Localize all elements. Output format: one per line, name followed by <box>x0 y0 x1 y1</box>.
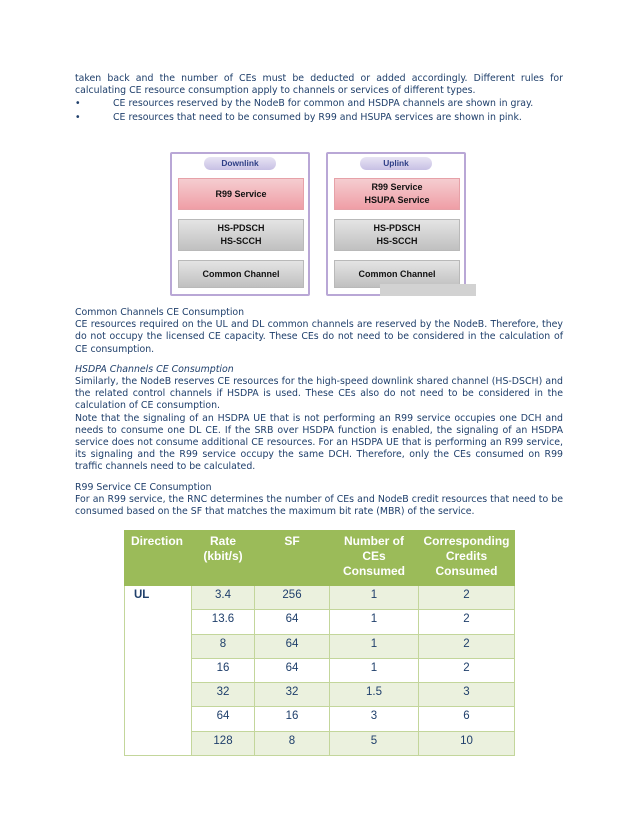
credits-cell: 2 <box>419 610 515 634</box>
downlink-hs-pdsch-box: HS-PDSCH HS-SCCH <box>178 219 304 251</box>
header-sf: SF <box>255 531 330 586</box>
bullet-text: CE resources that need to be consumed by R99 and HSUPA services are shown in pink. <box>113 111 522 123</box>
r99-service-heading: R99 Service CE Consumption <box>75 481 212 493</box>
table-row <box>125 586 515 610</box>
sf-cell: 8 <box>255 731 330 755</box>
rate-cell: 128 <box>192 731 255 755</box>
r99-ce-table-wrapper <box>124 530 515 756</box>
uplink-r99-hsupa-service-box: R99 Service HSUPA Service <box>334 178 460 210</box>
bullet-text: CE resources reserved by the NodeB for common and HSDPA channels are shown in gray. <box>113 98 534 110</box>
r99-ce-table <box>124 530 515 756</box>
sf-cell: 256 <box>255 586 330 610</box>
credits-cell: 10 <box>419 731 515 755</box>
rate-cell: 3.4 <box>192 586 255 610</box>
hsdpa-channels-heading: HSDPA Channels CE Consumption <box>75 363 234 375</box>
ce-resource-figure <box>170 148 470 298</box>
common-channels-body: CE resources required on the UL and DL common channels are reserved by the NodeB. Therefore, they do not occupy the licensed CE capacity. These CEs do not need to be considered in the calculation of CE consumption. <box>75 319 563 355</box>
sf-cell: 64 <box>255 610 330 634</box>
header-corresponding-credits: Corresponding Credits Consumed <box>419 531 515 586</box>
bullet-icon: • <box>75 111 81 123</box>
ces-cell: 1 <box>330 586 419 610</box>
uplink-hs-pdsch-box: HS-PDSCH HS-SCCH <box>334 219 460 251</box>
rate-cell: 13.6 <box>192 610 255 634</box>
downlink-panel <box>170 152 310 296</box>
credits-cell: 3 <box>419 683 515 707</box>
rate-cell: 16 <box>192 658 255 682</box>
rate-cell: 32 <box>192 683 255 707</box>
sf-cell: 64 <box>255 634 330 658</box>
sections-block <box>75 307 563 518</box>
rate-cell: 64 <box>192 707 255 731</box>
hsdpa-channels-body: Similarly, the NodeB reserves CE resources for the high-speed downlink shared channel (HS-DSCH) and the related control channels if HSDPA is used. These CEs also do not need to be considered in the calculation of CE consumption. <box>75 376 563 412</box>
hsdpa-channels-note: Note that the signaling of an HSDPA UE that is not performing an R99 service occupies one DCH and needs to consume one DL CE. If the SRB over HSDPA function is enabled, the signaling of an HSDPA service does not consume additional CE resources. For an HSDPA UE that is performing an R99 service, its signaling and the R99 service occupy the same DCH. Therefore, only the CEs consumed on R99 traffic channels need to be calculated. <box>75 412 563 473</box>
downlink-r99-service-box: R99 Service <box>178 178 304 210</box>
bullet-icon: • <box>75 98 81 110</box>
downlink-label: Downlink <box>204 157 276 170</box>
downlink-common-channel-box: Common Channel <box>178 260 304 288</box>
ces-cell: 1 <box>330 634 419 658</box>
sf-cell: 32 <box>255 683 330 707</box>
credits-cell: 2 <box>419 658 515 682</box>
header-direction: Direction <box>125 531 192 586</box>
direction-cell: UL <box>125 586 192 756</box>
ces-cell: 3 <box>330 707 419 731</box>
header-number-of-ces: Number of CEs Consumed <box>330 531 419 586</box>
uplink-common-channel-box: Common Channel <box>334 260 460 288</box>
watermark-overlay <box>380 284 476 296</box>
r99-service-body: For an R99 service, the RNC determines the number of CEs and NodeB credit resources that need to be consumed based on the SF that matches the maximum bit rate (MBR) of the service. <box>75 493 563 518</box>
bullet-item-gray <box>75 98 563 110</box>
table-header-row <box>125 531 515 586</box>
uplink-label: Uplink <box>360 157 432 170</box>
ces-cell: 1.5 <box>330 683 419 707</box>
credits-cell: 2 <box>419 634 515 658</box>
common-channels-heading: Common Channels CE Consumption <box>75 307 245 318</box>
credits-cell: 6 <box>419 707 515 731</box>
ces-cell: 1 <box>330 610 419 634</box>
ces-cell: 1 <box>330 658 419 682</box>
ces-cell: 5 <box>330 731 419 755</box>
bullet-item-pink <box>75 112 563 124</box>
intro-block <box>75 73 563 124</box>
rate-cell: 8 <box>192 634 255 658</box>
uplink-panel <box>326 152 466 296</box>
credits-cell: 2 <box>419 586 515 610</box>
header-rate: Rate (kbit/s) <box>192 531 255 586</box>
intro-paragraph: taken back and the number of CEs must be deducted or added accordingly. Different rules for calculating CE resource consumption apply to channels or services of different types. <box>75 73 563 97</box>
sf-cell: 16 <box>255 707 330 731</box>
sf-cell: 64 <box>255 658 330 682</box>
